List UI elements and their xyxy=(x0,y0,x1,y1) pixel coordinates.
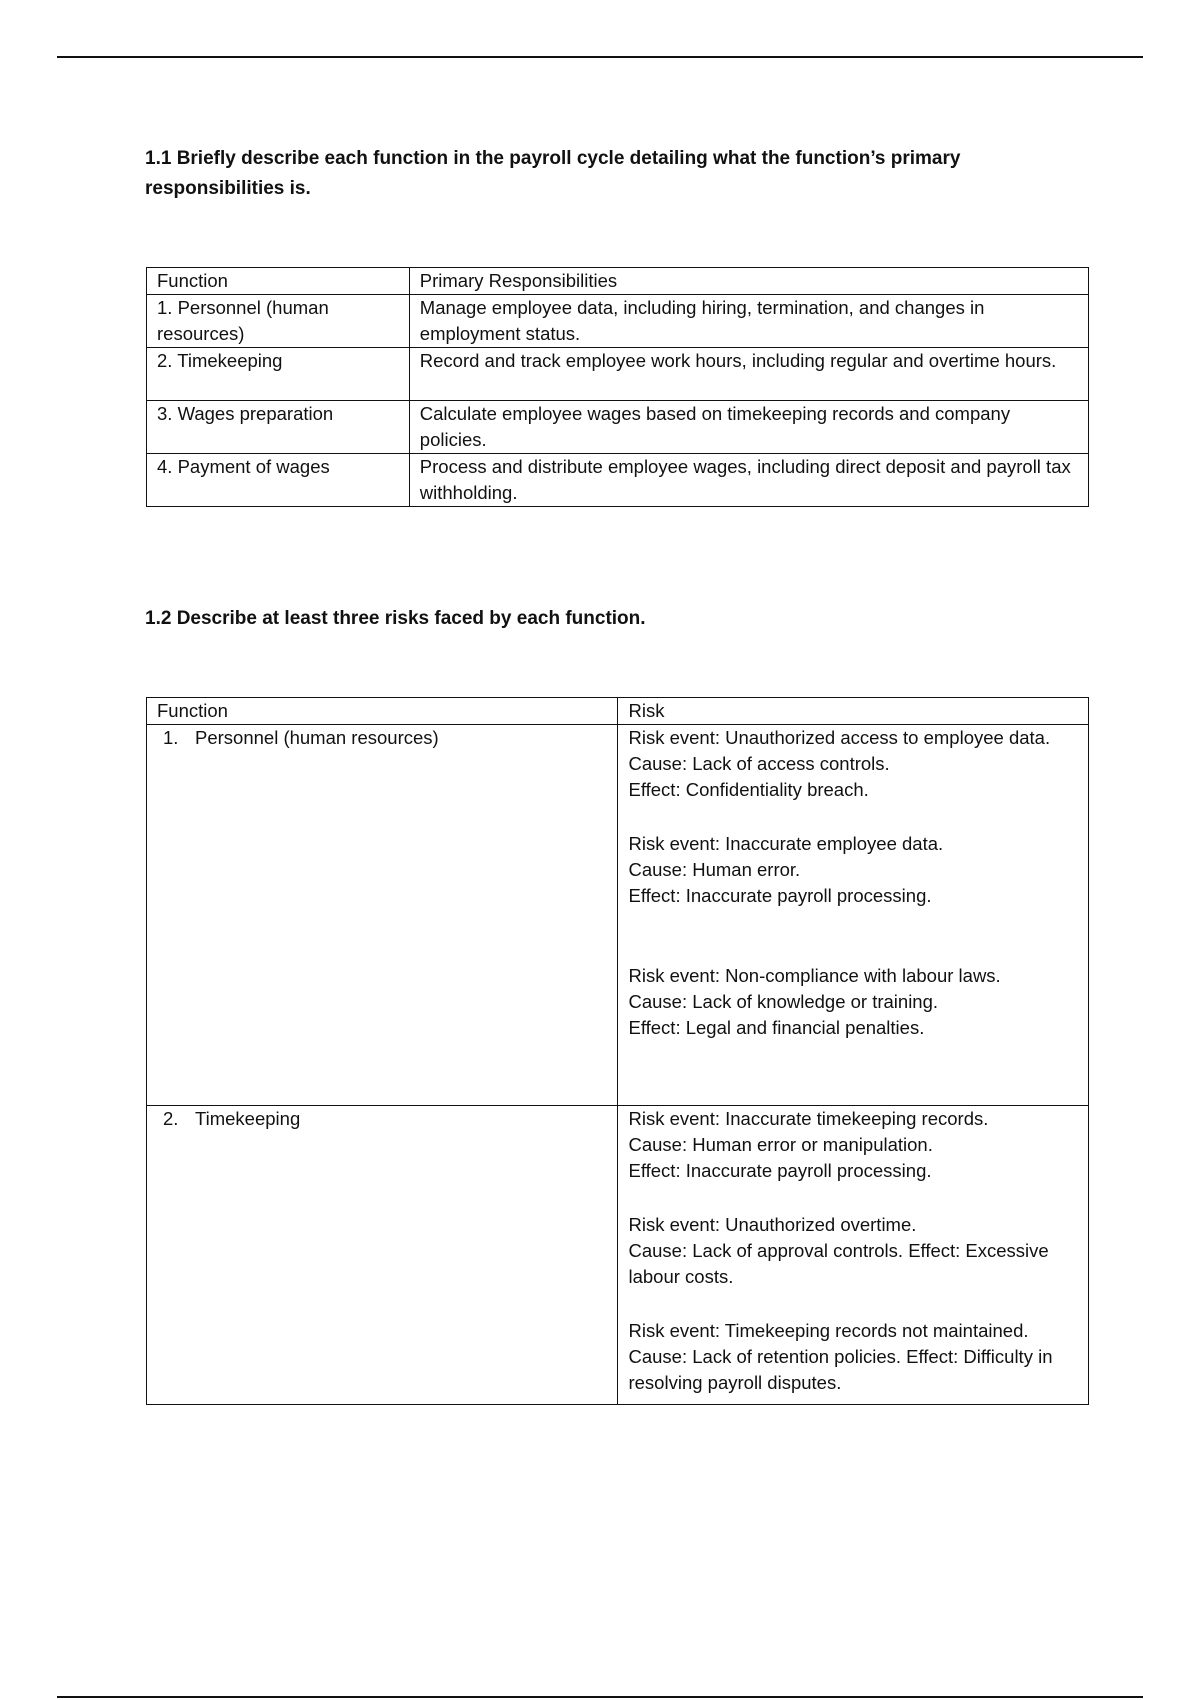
column-header-function: Function xyxy=(147,698,618,725)
table-row xyxy=(147,348,1089,401)
risk-cause-text: Cause: Lack of knowledge or training. xyxy=(628,991,939,1012)
table-row xyxy=(147,725,1089,1106)
risk-cell xyxy=(618,1106,1089,1405)
risk-effect-text: Effect: Confidentiality breach. xyxy=(628,779,869,800)
risk-event-text: Risk event: Timekeeping records not maintained. xyxy=(628,1320,1029,1341)
risk-event-text: Risk event: Unauthorized access to employee data. xyxy=(628,727,1051,748)
risk-effect-text: Effect: Inaccurate payroll processing. xyxy=(628,1160,932,1181)
risk-effect-text: Effect: Inaccurate payroll processing. xyxy=(628,885,932,906)
risk-entry xyxy=(628,725,1080,803)
risks-table xyxy=(146,697,1089,1405)
column-header-responsibilities: Primary Responsibilities xyxy=(409,268,1088,295)
header-rule xyxy=(57,56,1143,58)
risk-effect-text: Effect: Legal and financial penalties. xyxy=(628,1017,925,1038)
table-row xyxy=(147,454,1089,507)
risk-entry xyxy=(628,1212,1080,1290)
question-1-2-heading: 1.2 Describe at least three risks faced by each function. xyxy=(145,608,646,629)
function-name: Personnel (human resources) xyxy=(195,727,439,748)
risk-event-text: Risk event: Unauthorized overtime. xyxy=(628,1214,917,1235)
risk-event-text: Risk event: Inaccurate timekeeping records. xyxy=(628,1108,989,1129)
risk-cause-effect-text: Cause: Lack of retention policies. Effect: Difficulty in resolving payroll disputes. xyxy=(628,1346,1053,1393)
table-header-row xyxy=(147,698,1089,725)
risk-cause-text: Cause: Lack of access controls. xyxy=(628,753,890,774)
column-header-risk: Risk xyxy=(618,698,1089,725)
responsibility-cell: Record and track employee work hours, including regular and overtime hours. xyxy=(409,348,1088,401)
risk-cause-effect-text: Cause: Lack of approval controls. Effect: Excessive labour costs. xyxy=(628,1240,1049,1287)
risk-entry xyxy=(628,831,1080,909)
risk-entry xyxy=(628,1106,1080,1184)
responsibility-cell: Process and distribute employee wages, including direct deposit and payroll tax withholding. xyxy=(409,454,1088,507)
list-number: 1. xyxy=(163,727,179,748)
risk-event-text: Risk event: Inaccurate employee data. xyxy=(628,833,944,854)
list-number: 2. xyxy=(163,1108,179,1129)
function-cell: 2. Timekeeping xyxy=(147,348,410,401)
risk-entry xyxy=(628,1318,1080,1396)
risk-cause-text: Cause: Human error. xyxy=(628,859,801,880)
risk-event-text: Risk event: Non-compliance with labour laws. xyxy=(628,965,1001,986)
responsibility-cell: Calculate employee wages based on timekeeping records and company policies. xyxy=(409,401,1088,454)
function-name: Timekeeping xyxy=(195,1108,301,1129)
table-row xyxy=(147,1106,1089,1405)
table-header-row xyxy=(147,268,1089,295)
risk-cell xyxy=(618,725,1089,1106)
risk-entry xyxy=(628,963,1080,1041)
function-cell: 1. Personnel (human resources) xyxy=(147,295,410,348)
function-cell xyxy=(147,725,618,1106)
function-cell: 4. Payment of wages xyxy=(147,454,410,507)
question-1-1-heading: 1.1 Briefly describe each function in the payroll cycle detailing what the function’s primary responsibilities is. xyxy=(145,148,961,199)
column-header-function: Function xyxy=(147,268,410,295)
risk-cause-text: Cause: Human error or manipulation. xyxy=(628,1134,933,1155)
function-cell xyxy=(147,1106,618,1405)
responsibility-cell: Manage employee data, including hiring, termination, and changes in employment status. xyxy=(409,295,1088,348)
table-row xyxy=(147,401,1089,454)
footer-rule xyxy=(57,1696,1143,1698)
table-row xyxy=(147,295,1089,348)
function-cell: 3. Wages preparation xyxy=(147,401,410,454)
responsibilities-table xyxy=(146,267,1089,507)
